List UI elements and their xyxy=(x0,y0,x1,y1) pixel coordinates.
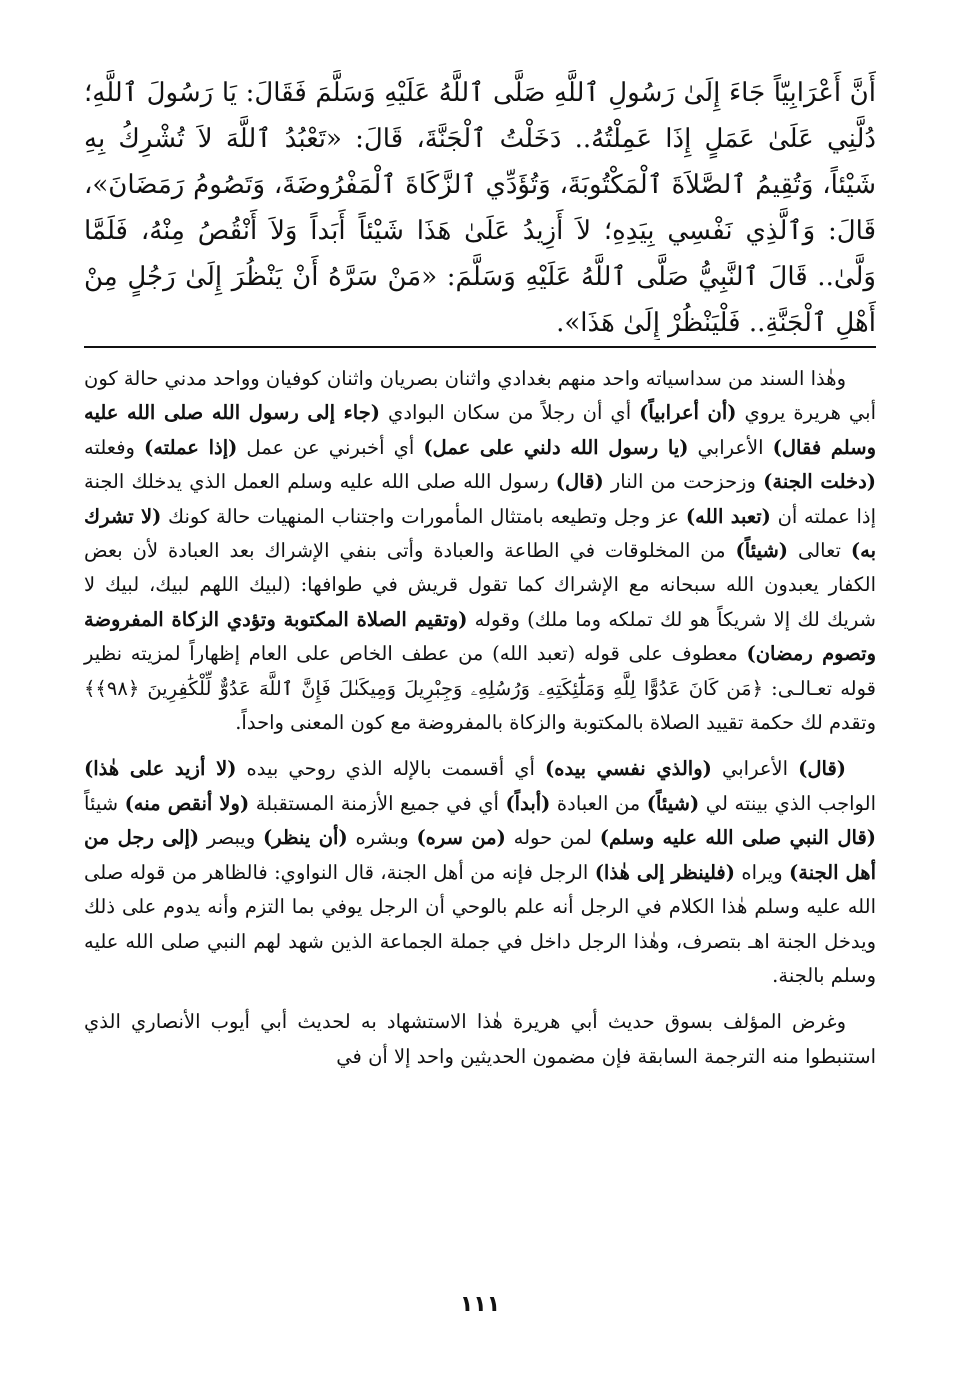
bold-quote: (يا رسول الله دلني على عمل) xyxy=(423,435,689,459)
scan-corner-mark xyxy=(30,1360,36,1366)
page-number: ١١١ xyxy=(459,1292,501,1317)
commentary-text: أي في جميع الأزمنة المستقبلة xyxy=(249,791,506,815)
bold-quote: (قال النبي صلى الله عليه وسلم) xyxy=(599,826,876,850)
bold-quote: (ولا أنقص منه) xyxy=(124,791,250,815)
commentary-text: وغرض المؤلف بسوق حديث أبي هريرة هٰذا الاستشهاد به لحديث أبي أيوب الأنصاري الذي استنبطوا منه الترجمة السابقة فإن مضمون الحديثين واحد إلا أن في xyxy=(84,1010,876,1068)
commentary-text: أي أن رجلاً من سكان البوادي xyxy=(380,401,640,425)
commentary-text: الأعرابي xyxy=(688,435,773,459)
commentary-text: وهٰذا السند من سداسياته واحد منهم بغدادي واثنان بصريان واثنان كوفيان وواحد مدني حالة كون أبي هريرة يروي xyxy=(84,367,876,425)
commentary-text: أي أقسمت بالإله الذي روحي بيده xyxy=(236,757,546,781)
separator-rule xyxy=(84,346,876,348)
bold-quote: (شيئاً) xyxy=(646,791,700,815)
commentary-paragraph xyxy=(84,362,876,740)
bold-quote: (دخلت الجنة) xyxy=(763,470,876,494)
bold-quote: (أن أعرابياً) xyxy=(639,401,737,425)
commentary-text: عز وجل وتطيعه بامتثال المأمورات واجتناب المنهيات حالة كونك xyxy=(161,504,686,528)
commentary-text: من المخلوقات في الطاعة والعبادة وأتى بنفي الإشراك بعد العبادة لأن بعض الكفار يعبدون الله سبحانه مع الإشراك كما تقول قريش في طوافها: (لبيك اللهم لبيك، لبيك لا شريك لك إلا شريكاً هو لك تملكه وما ملك) وقوله xyxy=(84,539,876,631)
bold-quote: (شيئاً) xyxy=(735,539,789,563)
bold-quote: (فلينظر إلى هٰذا) xyxy=(594,860,735,884)
book-page xyxy=(84,70,876,1086)
bold-quote: (لا تشرك به) xyxy=(84,504,876,563)
commentary-text: ويراه xyxy=(734,860,790,884)
commentary-text: معطوف على قوله (تعبد الله) من عطف الخاص على العام إظهاراً لمزيته نظير قوله تعـالـى: ﴿مَن كَانَ عَدُوًّا لِلَّهِ وَمَلَٰٓئِكَتِهِۦ وَرُسُلِهِۦ وَجِبْرِيلَ وَمِيكَىٰلَ فَإِنَّ ٱللَّهَ عَدُوٌّ لِّلْكَٰفِرِينَ ﴿٩٨﴾﴾ وتقدم لك حكمة تقييد الصلاة بالمكتوبة والزكاة بالمفروضة مع كون المعنى واحداً. xyxy=(84,642,876,735)
commentary-text: من العبادة xyxy=(550,791,647,815)
commentary-text: ويبصر xyxy=(199,826,264,850)
bold-quote: (تعبد الله) xyxy=(685,504,771,528)
bold-quote: (جاء إلى رسول الله صلى الله عليه وسلم فقال) xyxy=(84,401,877,459)
bold-quote: (قال) xyxy=(555,470,604,494)
bold-quote: (والذي نفسي بيده) xyxy=(545,757,712,781)
commentary-text: وزحزحت من النار xyxy=(603,470,764,494)
bold-quote: (قال) xyxy=(798,757,847,781)
commentary-text: تعالى xyxy=(788,539,851,563)
commentary-paragraph xyxy=(84,1005,876,1074)
commentary-text: وبشره xyxy=(347,826,417,850)
bold-quote: (أن ينظر) xyxy=(263,826,348,850)
commentary-paragraph xyxy=(84,752,876,993)
commentary-text: وفعلته xyxy=(84,435,145,459)
commentary-text: أي أخبرني عن عمل xyxy=(237,435,424,459)
bold-quote: (إذا عملته) xyxy=(144,435,238,459)
commentary-text: لمن حوله xyxy=(505,826,600,850)
hadith-text: أَنَّ أَعْرَابِيّاً جَاءَ إِلَىٰ رَسُولِ ٱللَّهِ صَلَّى ٱللَّهُ عَلَيْهِ وَسَلَّمَ فَقَالَ: يَا رَسُولَ ٱللَّهِ؛ دُلَّنِي عَلَىٰ عَمَلٍ إِذَا عَمِلْتُهُ.. دَخَلْتُ ٱلْجَنَّةَ، قَالَ: «تَعْبُدُ ٱللَّهَ لاَ تُشْرِكُ بِهِ شَيْئاً، وَتُقِيمُ ٱلصَّلاَةَ ٱلْمَكْتُوبَةَ، وَتُؤَدِّي ٱلزَّكَاةَ ٱلْمَفْرُوضَةَ، وَتَصُومُ رَمَضَانَ»، قَالَ: وَٱلَّذِي نَفْسِي بِيَدِهِ؛ لاَ أَزِيدُ عَلَىٰ هَذَا شَيْئاً أَبَداً وَلاَ أَنْقُصُ مِنْهُ، فَلَمَّا وَلَّىٰ.. قَالَ ٱلنَّبِيُّ صَلَّى ٱللَّهُ عَلَيْهِ وَسَلَّمَ: «مَنْ سَرَّهُ أَنْ يَنْظُرَ إِلَىٰ رَجُلٍ مِنْ أَهْلِ ٱلْجَنَّةِ.. فَلْيَنْظُرْ إِلَىٰ هَذَا». xyxy=(84,78,876,338)
commentary-text: الواجب الذي بينته لي xyxy=(699,791,876,815)
bold-quote: (وتقيم الصلاة المكتوبة وتؤدي الزكاة المفروضة وتصوم رمضان) xyxy=(84,607,877,666)
bold-quote: (لا أزيد على هٰذا) xyxy=(84,757,237,781)
commentary-text: الرجل فإنه من أهل الجنة، قال النواوي: فالظاهر من قوله صلى الله عليه وسلم هٰذا الكلام في الرجل أنه علم بالوحي أن الرجل يوفي بما التزم وأنه يدوم على ذلك ويدخل الجنة اهـ بتصرف، وهٰذا الرجل داخل في جملة الجماعة الذين شهد لهم النبي صلى الله عليه وسلم بالجنة. xyxy=(84,860,876,987)
bold-quote: (إلى رجل من أهل الجنة) xyxy=(84,826,876,884)
commentary-text: الأعرابي xyxy=(711,757,799,781)
bold-quote: (أبداً) xyxy=(505,791,551,815)
commentary xyxy=(84,362,876,1074)
commentary-text: شيئاً xyxy=(84,791,125,815)
bold-quote: (من سره) xyxy=(416,826,506,850)
commentary-text: رسول الله صلى الله عليه وسلم العمل الذي يدخلك الجنة إذا عملته أن xyxy=(84,470,876,528)
